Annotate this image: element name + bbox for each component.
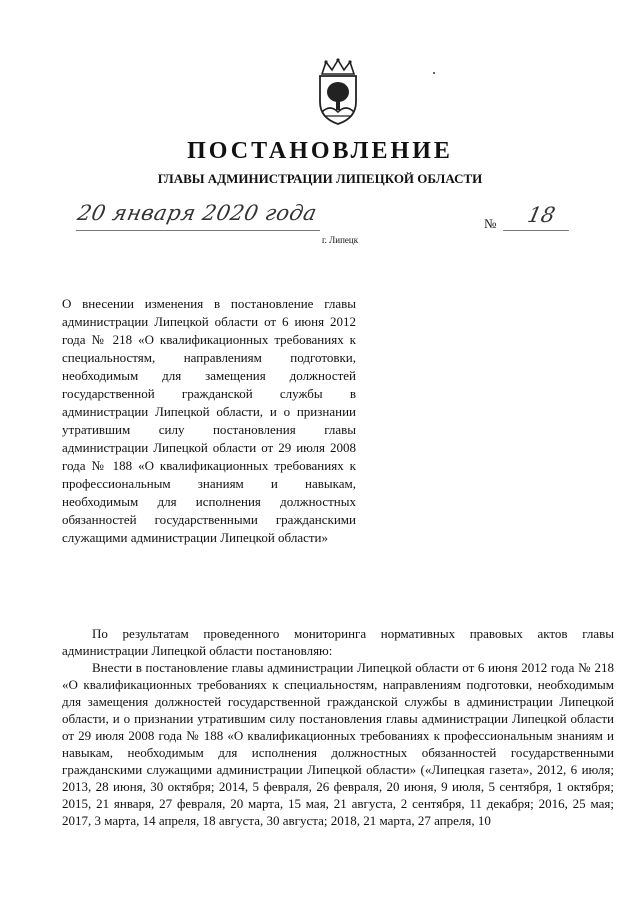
lipetsk-coat-of-arms-icon [314, 58, 362, 126]
handwritten-date: 20 января 2020 года [75, 201, 320, 225]
document-subtitle: ГЛАВЫ АДМИНИСТРАЦИИ ЛИПЕЦКОЙ ОБЛАСТИ [157, 171, 483, 186]
number-underline [503, 230, 569, 231]
body-paragraph: Внести в постановление главы администрации Липецкой области от 6 июня 2012 года № 218 «О квалификационных требованиях к специальностям, направлениям подготовки, необходимым для замещения должностей государственной гражданской службы в администрации Липецкой области, и о признании утратившим силу постановления главы администрации Липецкой области от 29 июля 2008 года № 188 «О квалификационных требованиях к профессиональным знаниям и навыкам, необходимым для исполнения должностных обязанностей государственными гражданскими служащими администрации Липецкой области» («Липецкая газета», 2012, 6 июля; 2013, 28 июня, 30 октября; 2014, 5 февраля, 26 февраля, 20 июня, 9 июля, 5 сентября, 1 октября; 2015, 21 января, 27 февраля, 20 марта, 15 мая, 21 августа, 2 сентября, 11 декабря; 2016, 25 мая; 2017, 3 марта, 14 апреля, 18 августа, 30 августа; 2018, 21 марта, 27 апреля, 10 [62, 660, 614, 828]
scan-speck [433, 72, 435, 74]
body-paragraph: По результатам проведенного мониторинга нормативных правовых актов главы администрации Липецкой области постановляю: [62, 626, 614, 658]
document-body [62, 625, 614, 829]
document-preamble: О внесении изменения в постановление главы администрации Липецкой области от 6 июня 2012 года № 218 «О квалификационных требованиях к специальностям, направлениям подготовки, необходимым для замещения должностей государственной гражданской службы в администрации Липецкой области, и о признании утратившим силу постановления главы администрации Липецкой области от 29 июля 2008 года № 188 «О квалификационных требованиях к профессиональным знаниям и навыкам, необходимым для исполнения должностных обязанностей государственными гражданскими служащими администрации Липецкой области» [62, 296, 356, 545]
city-label: г. Липецк [322, 235, 359, 245]
date-underline [76, 230, 320, 231]
number-label: № [484, 216, 497, 231]
handwritten-number: 18 [525, 203, 558, 227]
document-title: ПОСТАНОВЛЕНИЕ [187, 138, 453, 164]
